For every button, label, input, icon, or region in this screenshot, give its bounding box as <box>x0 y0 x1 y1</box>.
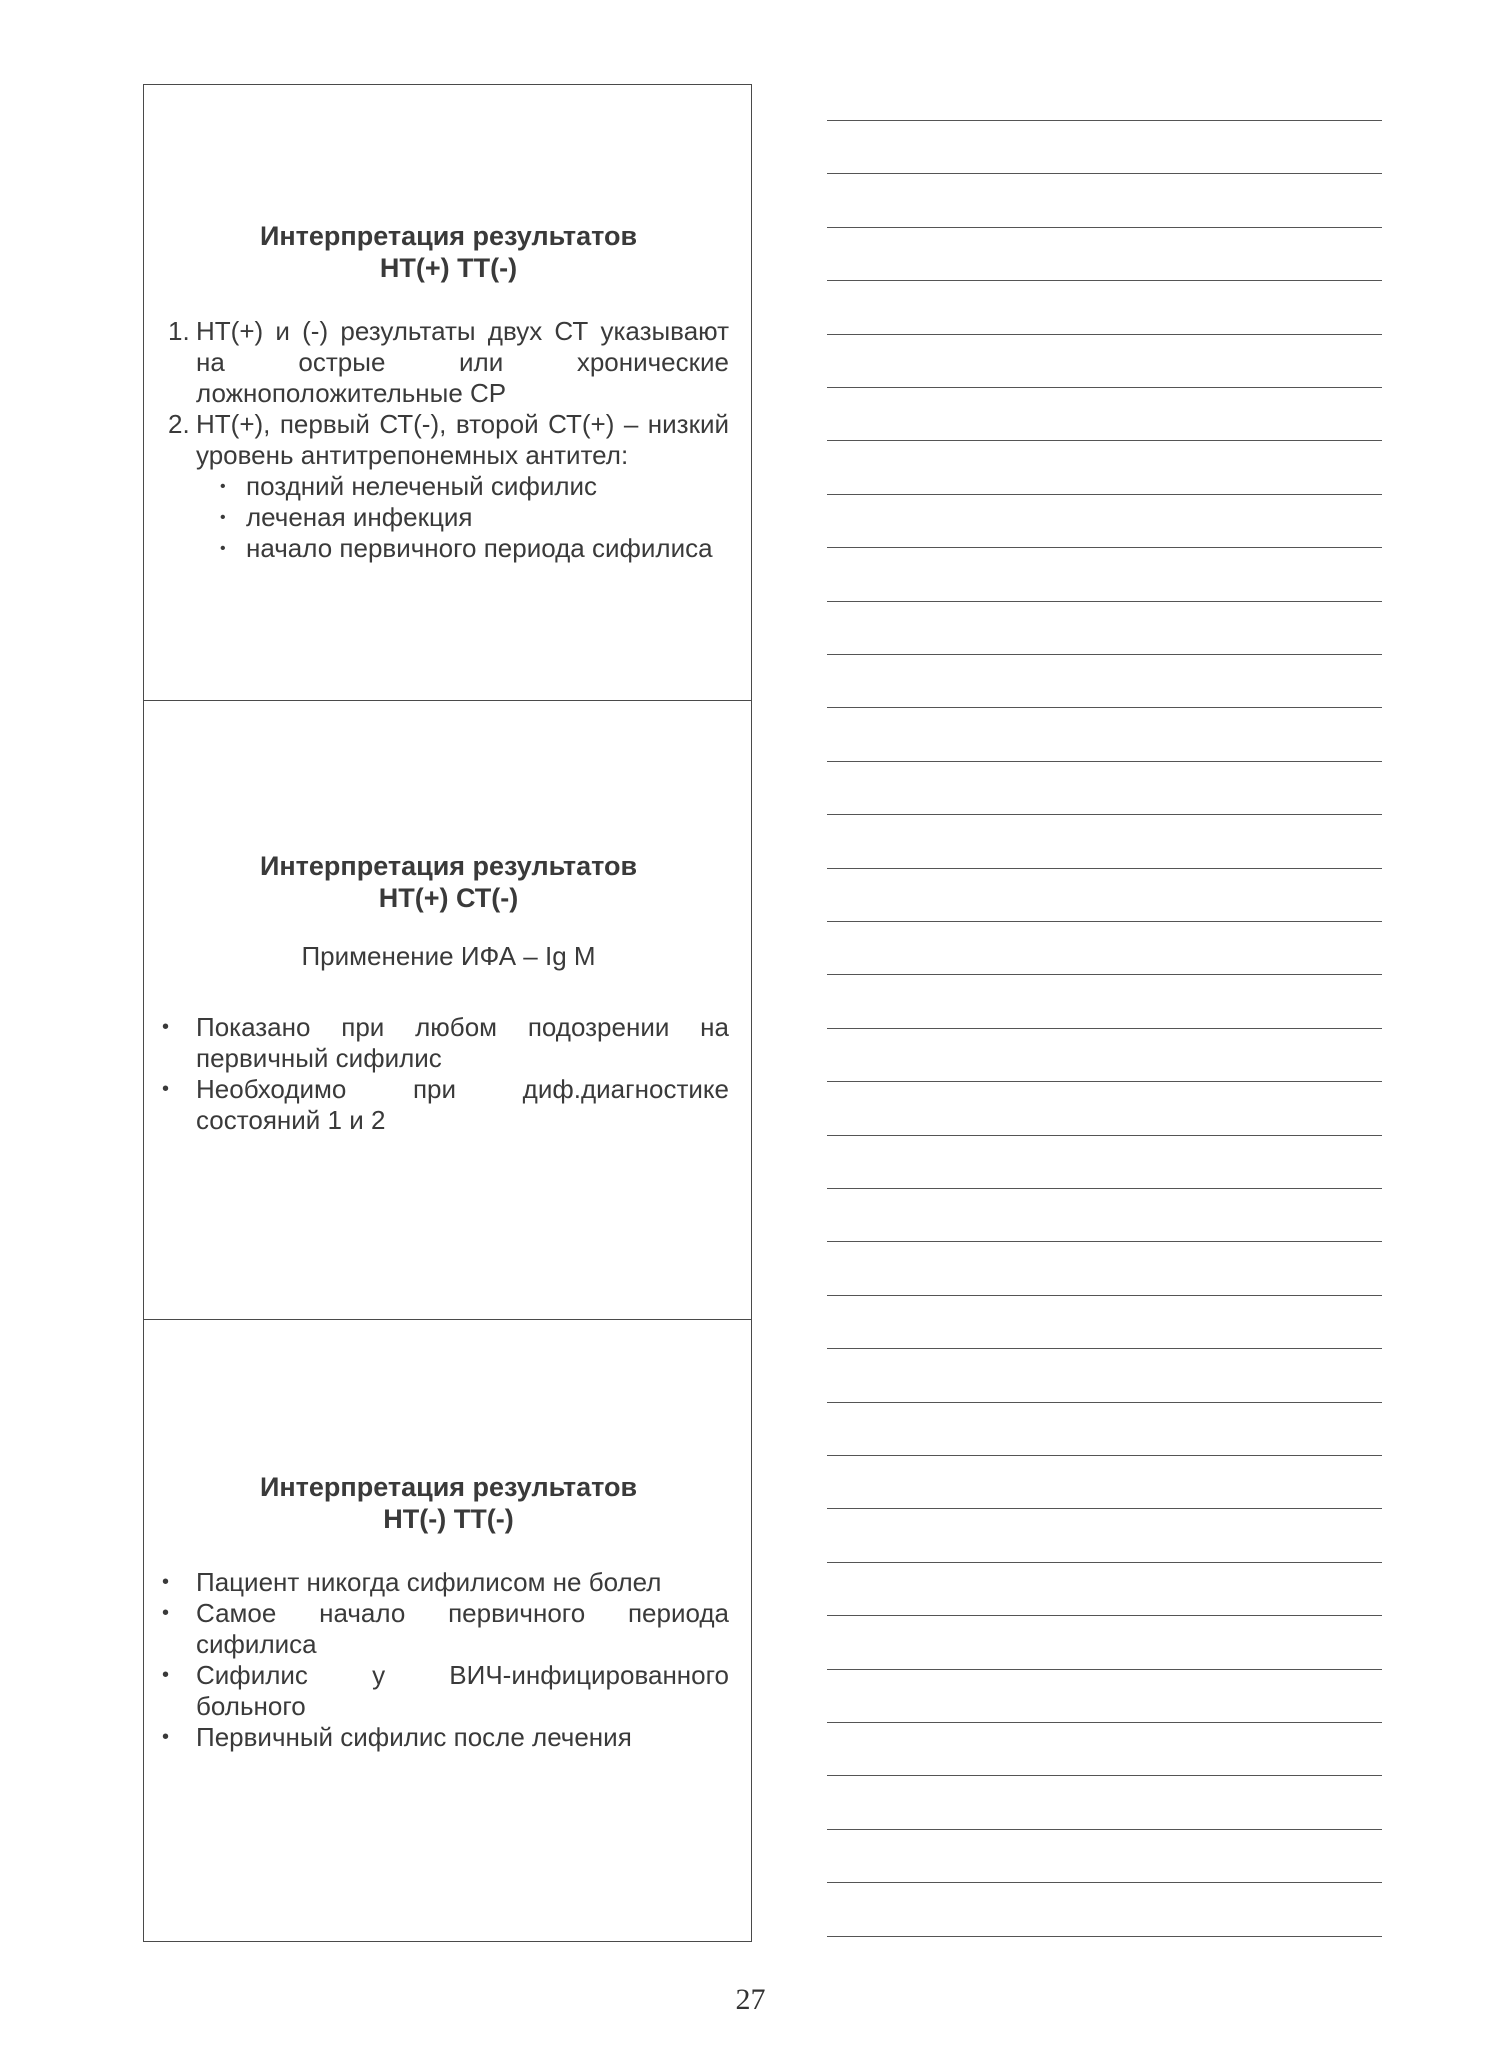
list-item <box>168 316 729 409</box>
note-line <box>827 1455 1382 1456</box>
list-item: • Пациент никогда сифилисом не болел <box>146 1567 729 1598</box>
note-line <box>827 1722 1382 1723</box>
note-line <box>827 1562 1382 1563</box>
note-line <box>827 654 1382 655</box>
numbered-list <box>168 316 729 564</box>
note-line <box>827 173 1382 174</box>
title-line-2: НТ(+) ТТ(-) <box>379 253 518 283</box>
sub-list-item: • леченая инфекция <box>210 502 729 533</box>
note-line <box>827 868 1382 869</box>
list-item: • Первичный сифилис после лечения <box>146 1722 729 1753</box>
slide-title <box>168 1471 729 1535</box>
item-number: 1. <box>168 316 190 346</box>
bullet-list <box>146 1012 729 1136</box>
note-line <box>827 761 1382 762</box>
title-line-1: Интерпретация результатов <box>259 851 638 881</box>
list-item: • Показано при любом подозрении на первичный сифилис <box>146 1012 729 1074</box>
list-item <box>168 409 729 564</box>
note-line <box>827 974 1382 975</box>
note-line <box>827 601 1382 602</box>
note-line <box>827 1882 1382 1883</box>
note-line <box>827 1615 1382 1616</box>
slide-1 <box>144 85 751 700</box>
title-line-1: Интерпретация результатов <box>259 221 638 251</box>
note-line <box>827 1348 1382 1349</box>
item-number: 2. <box>168 409 190 439</box>
note-line <box>827 334 1382 335</box>
note-line <box>827 1295 1382 1296</box>
note-line <box>827 227 1382 228</box>
note-line <box>827 921 1382 922</box>
note-line <box>827 1188 1382 1189</box>
note-line <box>827 1028 1382 1029</box>
slide-2 <box>144 700 751 1319</box>
slide-3 <box>144 1319 751 1943</box>
list-item: • Необходимо при диф.диагностике состояний 1 и 2 <box>146 1074 729 1136</box>
bullet-list <box>146 1567 729 1753</box>
note-line <box>827 547 1382 548</box>
note-line <box>827 1508 1382 1509</box>
note-line <box>827 1402 1382 1403</box>
note-line <box>827 1081 1382 1082</box>
sub-list-item: • поздний нелеченый сифилис <box>210 471 729 502</box>
note-line <box>827 1775 1382 1776</box>
note-line <box>827 120 1382 121</box>
note-line <box>827 494 1382 495</box>
note-line <box>827 1936 1382 1937</box>
item-text: НТ(+), первый СТ(-), второй СТ(+) – низкий уровень антитрепонемных антител: <box>196 409 729 470</box>
slide-title <box>168 850 729 914</box>
title-line-2: НТ(-) ТТ(-) <box>383 1504 514 1534</box>
slide-title <box>168 220 729 284</box>
note-line <box>827 814 1382 815</box>
note-line <box>827 1135 1382 1136</box>
list-item: • Сифилис у ВИЧ-инфицированного больного <box>146 1660 729 1722</box>
list-item: • Самое начало первичного периода сифилиса <box>146 1598 729 1660</box>
note-line <box>827 1829 1382 1830</box>
note-line <box>827 387 1382 388</box>
sub-bullet-list <box>210 471 729 564</box>
notes-lines <box>827 0 1382 2050</box>
item-text: НТ(+) и (-) результаты двух СТ указывают на острые или хронические ложноположительные СР <box>196 316 729 408</box>
sub-list-item: • начало первичного периода сифилиса <box>210 533 729 564</box>
title-line-2: НТ(+) СТ(-) <box>378 883 519 913</box>
slide-subtitle: Применение ИФА – Ig M <box>301 941 596 971</box>
page-number: 27 <box>735 1983 766 2016</box>
note-line <box>827 1241 1382 1242</box>
title-line-1: Интерпретация результатов <box>259 1472 638 1502</box>
note-line <box>827 280 1382 281</box>
note-line <box>827 440 1382 441</box>
note-line <box>827 707 1382 708</box>
slides-column <box>143 84 752 1942</box>
note-line <box>827 1669 1382 1670</box>
